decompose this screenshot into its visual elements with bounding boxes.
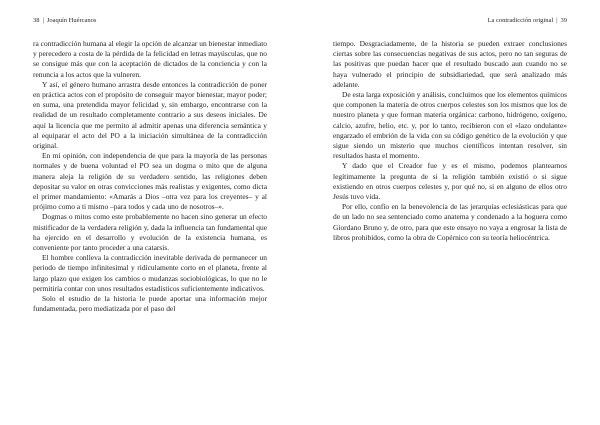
right-header-separator: | (556, 17, 558, 24)
right-paragraph-2: De esta larga exposición y análisis, concluimos que los elementos químicos que componen la materia de otros cuerpos celestes son los mismos que los de nuestro planeta y que forman materia orgánica: carbono, hidrógeno, oxígeno, calcio, azufre, helio, etc. y, por lo tanto, recibieron con el «lazo ondulante» engarzado el embrión de la vida con su código genético de la evolución y que sigue siendo un misterio que muchos científicos intentan resolver, sin resultados hasta el momento. (333, 90, 567, 161)
left-paragraph-4: Dogmas o mitos como este probablemente no hacen sino generar un efecto mistificador de la verdadera religión y, dada la influencia tan fundamental que ha ejercido en el desarrollo y evolución de la existencia humana, es conveniente por tanto proceder a una catarsis. (33, 212, 267, 253)
left-paragraph-3: En mi opinión, con independencia de que para la mayoría de las personas normales y de buena voluntad el PO sea un dogma o mito que de alguna manera aleja la religión de su verdadero sentido, las religiones deben depositar su valor en otras convicciones más realistas y exigentes, como dicta el primer mandamiento: «Amarás a Dios –otra vez para los creyentes– y al prójimo como a ti mismo –para todos y cada uno de nosotros–». (33, 151, 267, 212)
left-page-number: 38 (33, 17, 40, 24)
right-page (300, 0, 600, 425)
right-running-header (487, 17, 567, 25)
left-page-text (33, 39, 267, 314)
right-paragraph-1: tiempo. Desgraciadamente, de la historia se pueden extraer conclusiones ciertas sobre las consecuencias negativas de sus actos, pero no tan seguras de las positivas que puedan hacer que el resultado buscado aun cuando no se haya vulnerado el principio de subsidiariedad, que será analizado más adelante. (333, 39, 567, 89)
left-paragraph-1: ra contradicción humana al elegir la opción de alcanzar un bienestar inmediato y perecedero a costa de la pérdida de la felicidad en letras mayúsculas, que no se consigue más que con la aceptación de dictados de la conciencia y con la renuncia a los actos que la vulneren. (33, 39, 267, 79)
left-header-separator: | (42, 17, 44, 24)
left-running-header (33, 17, 96, 25)
right-page-number: 39 (560, 17, 567, 24)
left-paragraph-5: El hombre conlleva la contradicción inevitable derivada de permanecer un periodo de tiempo infinitesimal y ridículamente corto en el planeta, frente al largo plazo que exigen los cambios o mudanzas sociobiológicas, lo que no le permitiría contar con unos resultados estadísticos suficientemente indicativos. (33, 253, 267, 293)
right-running-title: La contradicción original (487, 17, 554, 24)
left-running-title: Joaquín Huércanos (46, 17, 97, 24)
right-page-text (333, 39, 567, 243)
left-paragraph-2: Y así, el género humano arrastra desde entonces la contradicción de poner en práctica actos con el propósito de conseguir mayor bienestar, mayor poder; en suma, una pretendida mayor felicidad y, sin embargo, encontrarse con la realidad de un resultado completamente contrario a sus deseos iniciales. De aquí la licencia que me permito al admitir apenas una diferencia semántica y al equiparar el acto del PO a la iniciación simultánea de la contradicción original. (33, 79, 267, 151)
right-paragraph-4: Por ello, confío en la benevolencia de las jerarquías eclesiásticas para que de un lado no sea sentenciado como anatema y condenado a la hoguera como Giordano Bruno y, de otro, para que este ensayo no vaya a engrosar la lista de libros prohibidos, como la obra de Copérnico con su teoría heliocéntrica. (333, 202, 567, 242)
left-paragraph-6: Solo el estudio de la historia le puede aportar una información mejor fundamentada, pero mediatizada por el paso del (33, 294, 267, 314)
right-paragraph-3: Y dado que el Creador fue y es el mismo, podemos plantearnos legítimamente la pregunta de si la religión también existió o si sigue existiendo en otros cuerpos celestes y, por qué no, si en alguno de ellos otro Jesús tuvo vida. (333, 161, 567, 202)
